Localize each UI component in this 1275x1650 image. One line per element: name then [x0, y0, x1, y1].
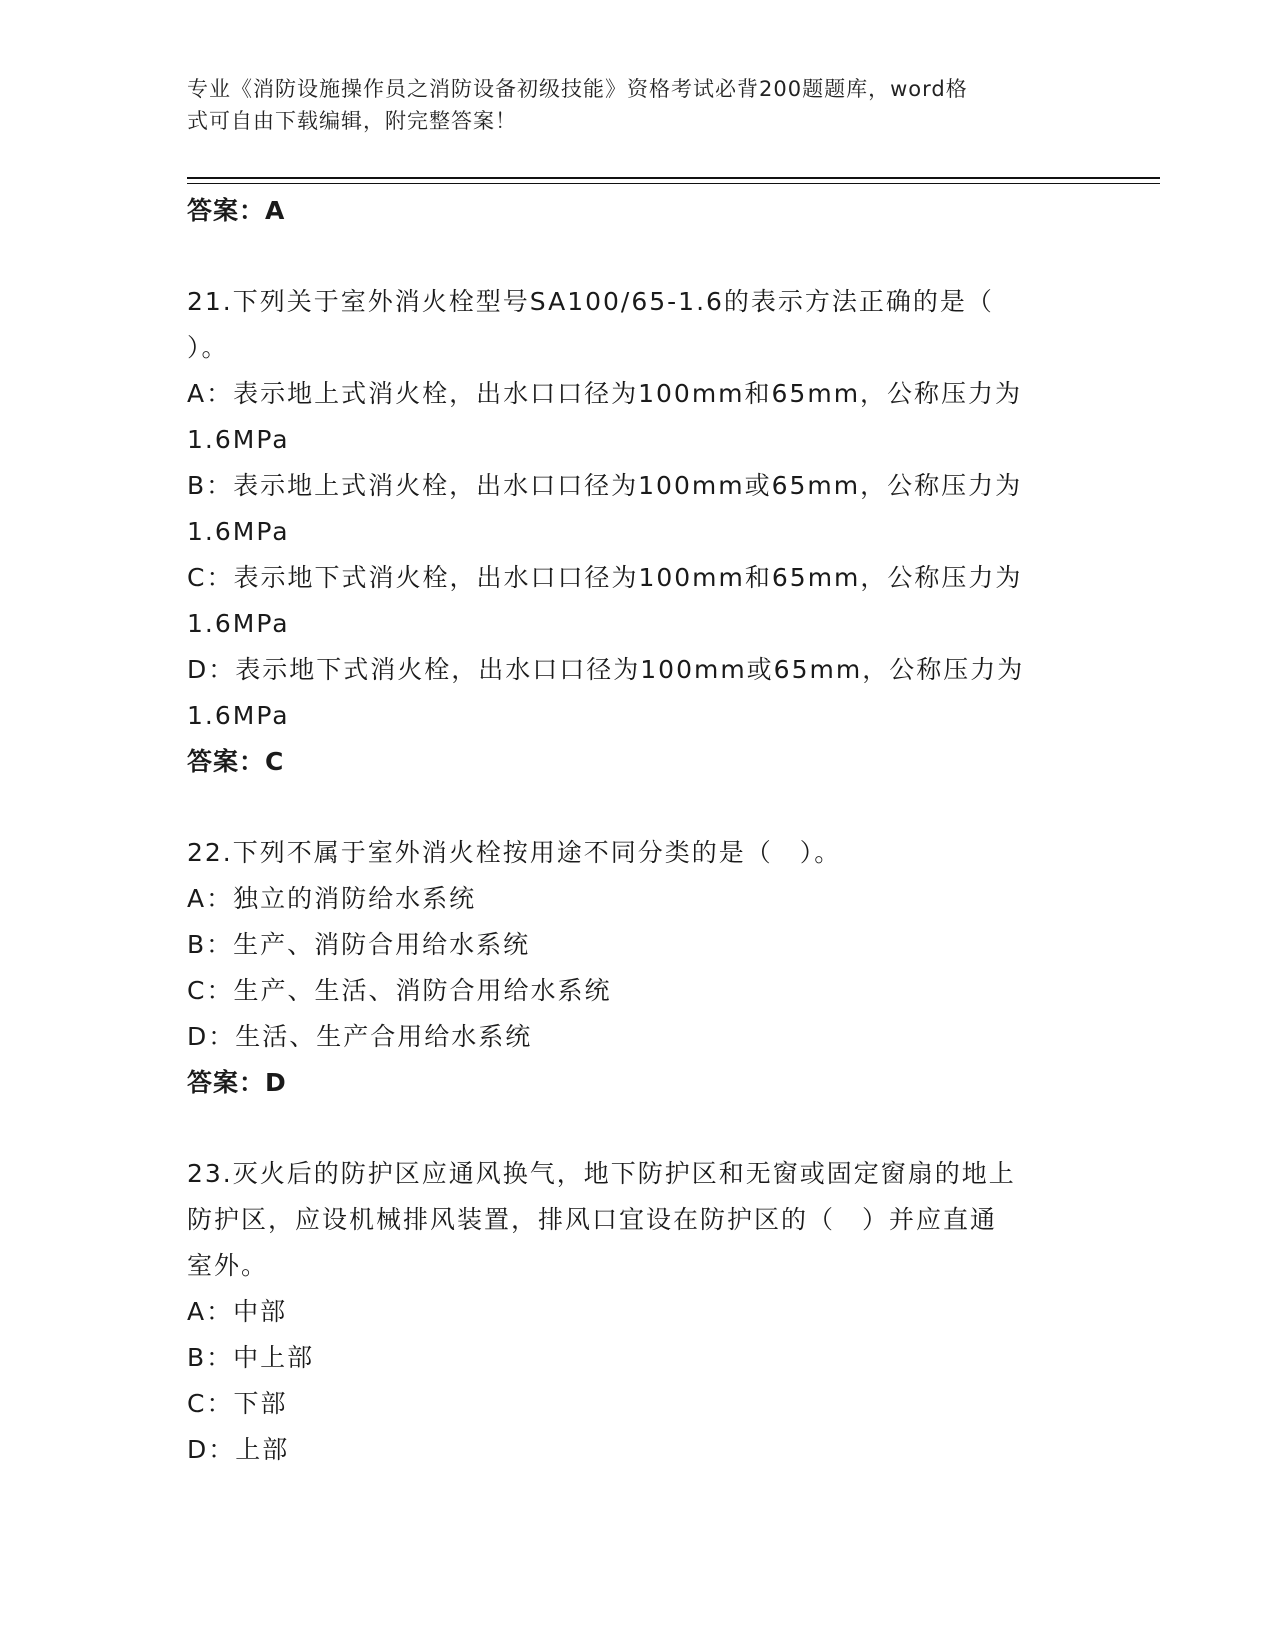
header-line-2: 式可自由下载编辑，附完整答案！: [187, 109, 517, 133]
option-b: B：中上部: [187, 1343, 315, 1372]
option-a: A：独立的消防给水系统: [187, 884, 477, 913]
document-header: [187, 73, 1067, 137]
option-c: C：表示地下式消火栓，出水口口径为100mm和65mm，公称压力为: [187, 563, 1023, 592]
answer-21: 答案：C: [187, 747, 285, 776]
option-c-continued: 1.6MPa: [187, 609, 290, 638]
option-b: B：表示地上式消火栓，出水口口径为100mm或65mm，公称压力为: [187, 471, 1023, 500]
question-stem-line: 22.下列不属于室外消火栓按用途不同分类的是（ ）。: [187, 838, 842, 867]
header-rule-thick: [187, 177, 1160, 179]
option-b: B：生产、消防合用给水系统: [187, 930, 531, 959]
option-c: C：下部: [187, 1389, 288, 1418]
header-line-1: 专业《消防设施操作员之消防设备初级技能》资格考试必背200题题库，word格: [187, 77, 968, 101]
option-a: A：中部: [187, 1297, 288, 1326]
option-d: D：上部: [187, 1435, 290, 1464]
question-22: [187, 830, 1087, 1106]
answer-22: 答案：D: [187, 1068, 287, 1097]
question-stem-line: 21.下列关于室外消火栓型号SA100/65-1.6的表示方法正确的是（: [187, 287, 994, 316]
question-23: [187, 1151, 1087, 1473]
option-a: A：表示地上式消火栓，出水口口径为100mm和65mm，公称压力为: [187, 379, 1023, 408]
option-d: D：生活、生产合用给水系统: [187, 1022, 533, 1051]
question-stem-line: 防护区，应设机械排风装置，排风口宜设在防护区的（ ）并应直通: [187, 1205, 998, 1234]
option-b-continued: 1.6MPa: [187, 517, 290, 546]
option-d: D：表示地下式消火栓，出水口口径为100mm或65mm，公称压力为: [187, 655, 1025, 684]
option-c: C：生产、生活、消防合用给水系统: [187, 976, 612, 1005]
question-list: [187, 188, 1087, 1473]
option-a-continued: 1.6MPa: [187, 425, 290, 454]
header-rule-thin: [187, 183, 1160, 184]
question-stem-line: ）。: [187, 333, 229, 362]
question-stem-line: 室外。: [187, 1251, 269, 1280]
previous-answer: 答案：A: [187, 196, 286, 225]
question-stem-line: 23.灭火后的防护区应通风换气，地下防护区和无窗或固定窗扇的地上: [187, 1159, 1016, 1188]
option-d-continued: 1.6MPa: [187, 701, 290, 730]
question-21: [187, 279, 1087, 785]
